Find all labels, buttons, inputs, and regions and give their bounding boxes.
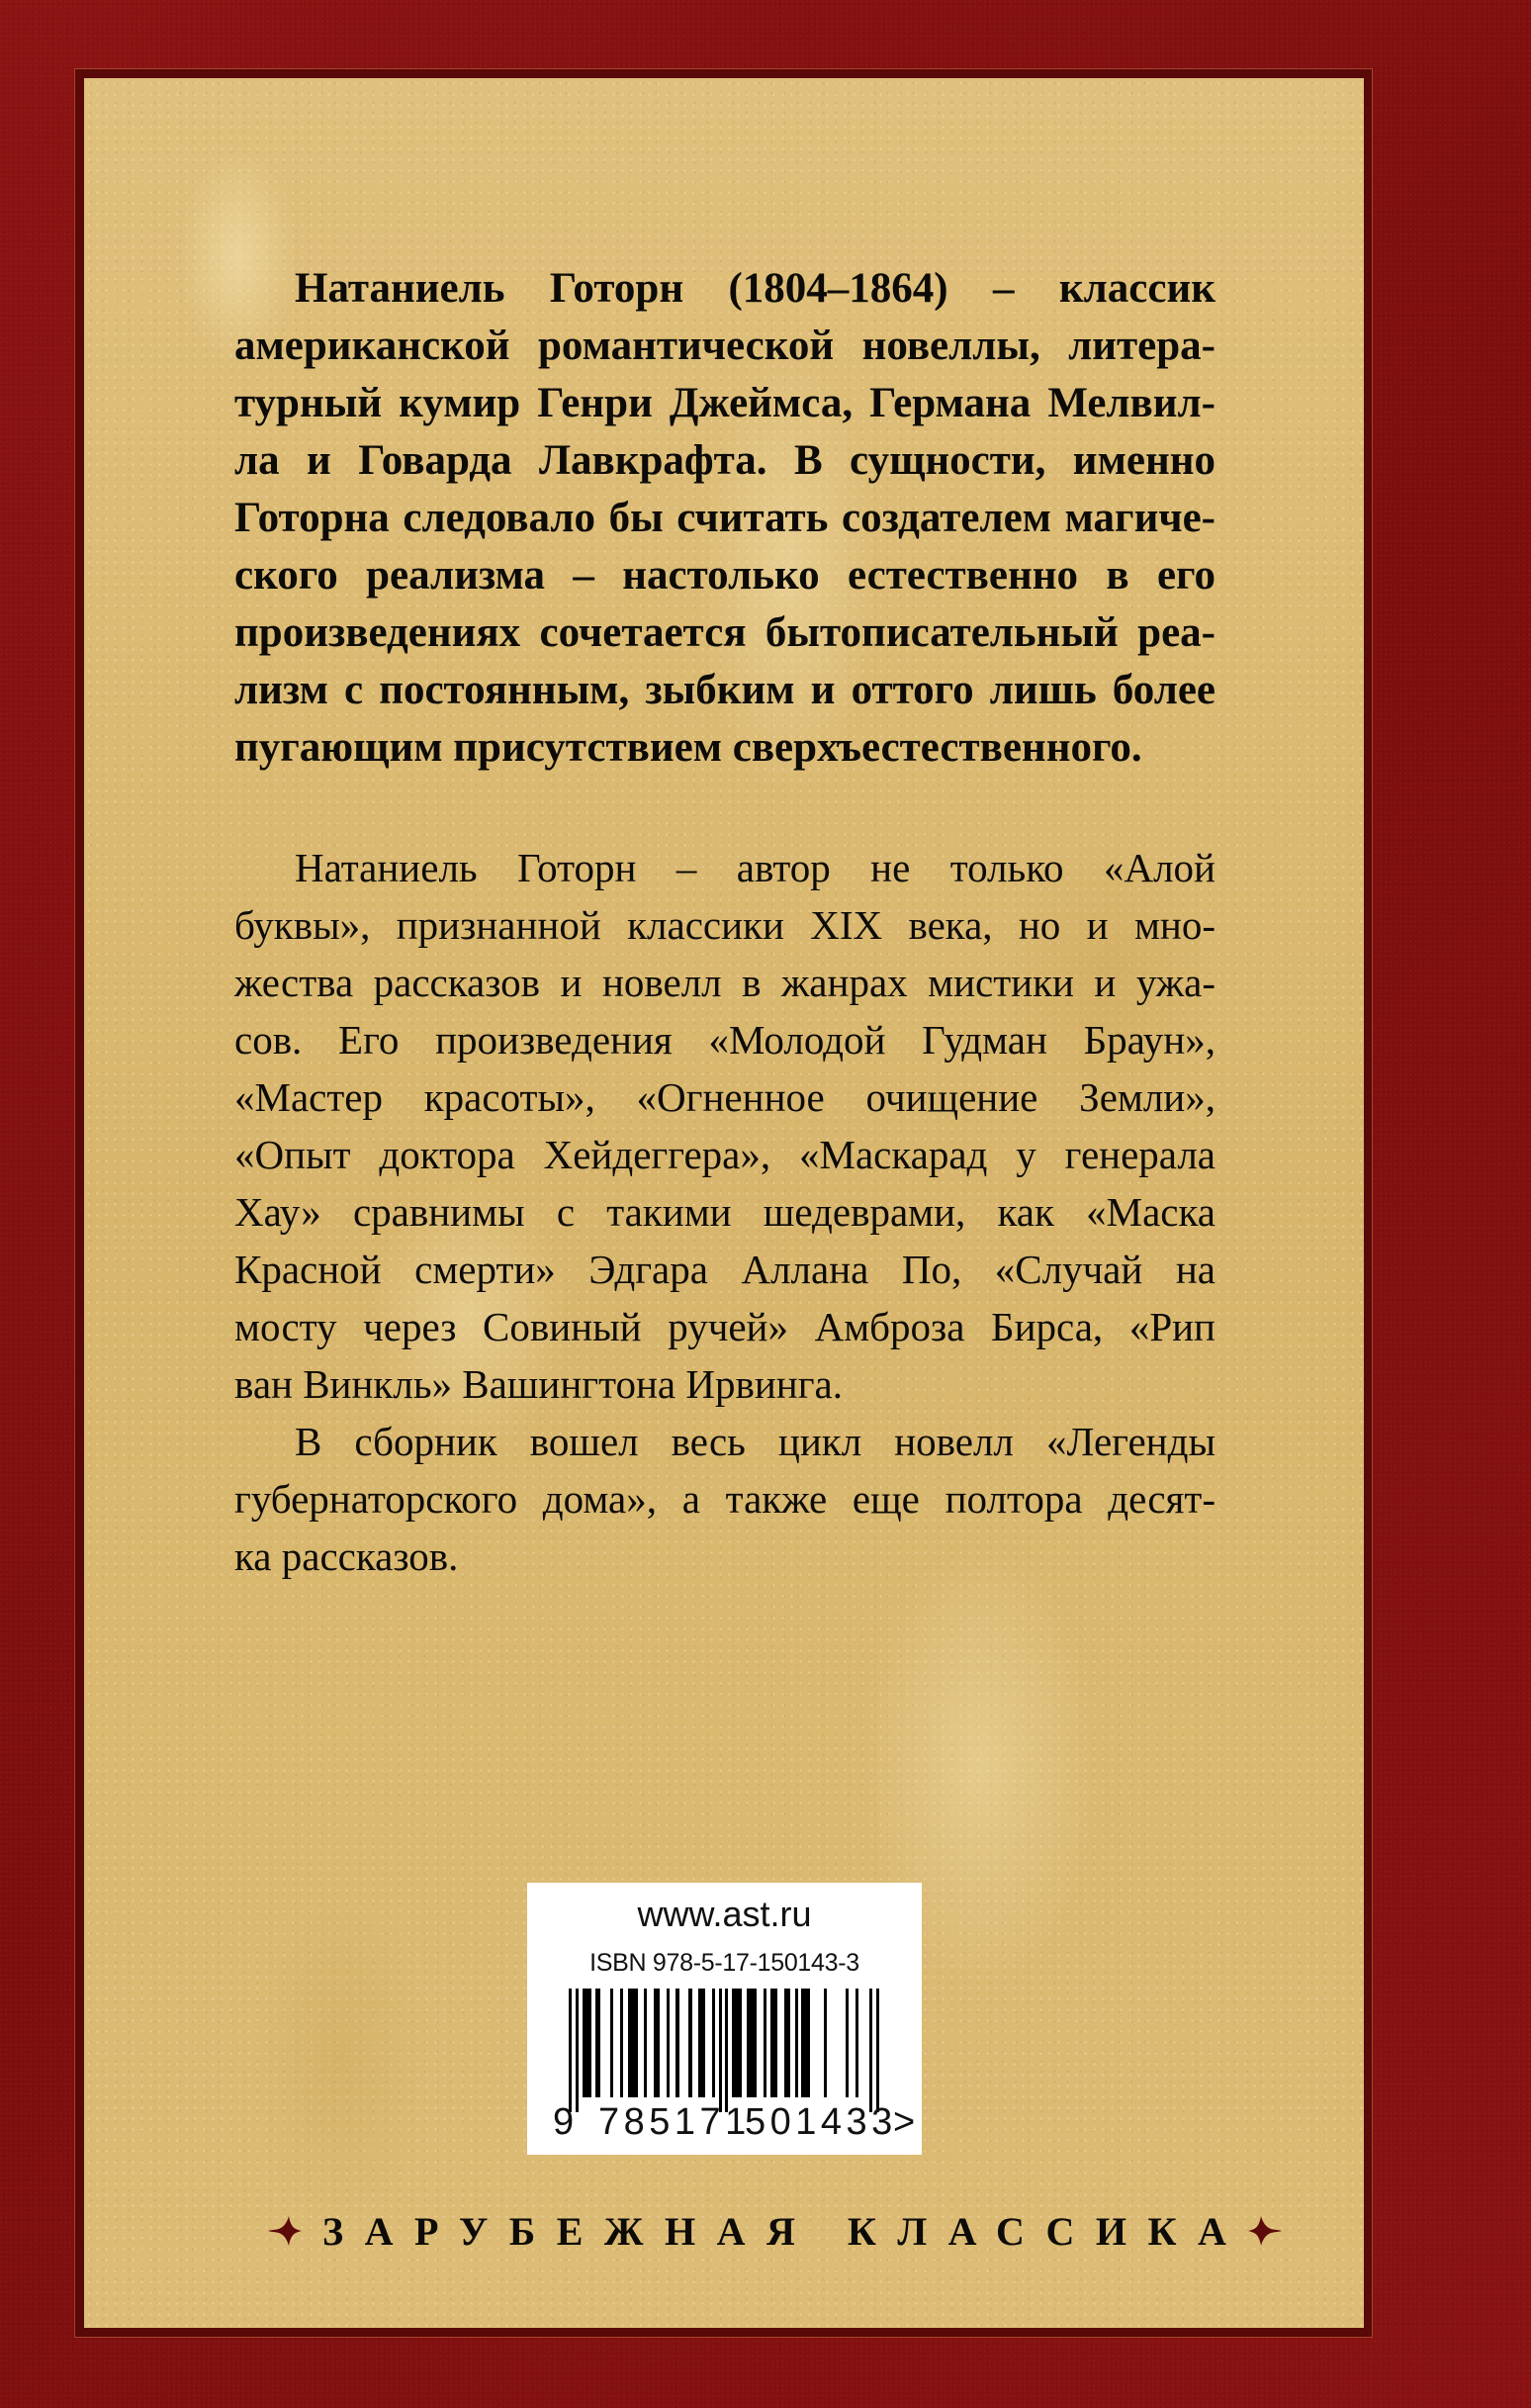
text-line: жества рассказов и новелл в жанрах мистики и ужа-: [234, 960, 1216, 1005]
text-line: ка рассказов.: [234, 1533, 459, 1579]
text-line: турный кумир Генри Джеймса, Германа Мелвил-: [234, 380, 1216, 426]
text-line: ван Винкль» Вашингтона Ирвинга.: [234, 1361, 843, 1407]
ean-left-group: 785171: [598, 2101, 751, 2143]
barcode-digits: [527, 2100, 922, 2144]
text-line: Красной смерти» Эдгара Аллана По, «Случай на: [234, 1247, 1216, 1292]
text-line: пугающим присутствием сверхъестественного.: [234, 724, 1142, 771]
text-line: лизм с постоянным, зыбким и оттого лишь более: [234, 667, 1216, 713]
text-line: В сборник вошел весь цикл новелл «Легенды: [295, 1419, 1216, 1464]
fleuron-right-icon: [1247, 2214, 1283, 2248]
text-line: Натаниель Готорн (1804–1864) – классик: [295, 265, 1216, 312]
text-line: Натаниель Готорн – автор не только «Алой: [295, 845, 1216, 890]
barcode-bars-icon: [569, 1989, 895, 2117]
text-line: ского реализма – настолько естественно в его: [234, 552, 1216, 599]
annotation-paragraphs-regular: [234, 839, 1216, 1585]
series-line: [267, 2204, 1248, 2258]
quiet-zone-marker: >: [893, 2101, 916, 2143]
ean-right-group: 501433: [745, 2101, 897, 2143]
annotation-paragraph-bold: [234, 260, 1216, 777]
series-title: ЗАРУБЕЖНАЯ КЛАССИКА: [322, 2208, 1248, 2254]
text-line: «Опыт доктора Хейдеггера», «Маскарад у генерала: [234, 1132, 1216, 1177]
fleuron-left-icon: [267, 2214, 303, 2248]
text-line: американской романтической новеллы, литера-: [234, 323, 1216, 369]
ean-first-digit: 9: [553, 2101, 575, 2143]
text-line: Готорна следовало бы считать создателем магиче-: [234, 495, 1216, 541]
text-line: «Мастер красоты», «Огненное очищение Земли»,: [234, 1074, 1216, 1120]
isbn-number: ISBN 978-5-17-150143-3: [589, 1949, 859, 1977]
text-line: мосту через Совиный ручей» Амброза Бирса, «Рип: [234, 1304, 1216, 1349]
barcode-label: [527, 1883, 922, 2155]
text-line: ла и Говарда Лавкрафта. В сущности, именно: [234, 437, 1216, 484]
publisher-website: www.ast.ru: [637, 1894, 812, 1934]
text-line: Хау» сравнимы с такими шедеврами, как «Маска: [234, 1189, 1216, 1235]
text-line: буквы», признанной классики XIX века, но и мно-: [234, 902, 1216, 948]
text-line: губернаторского дома», а также еще полтора десят-: [234, 1476, 1216, 1522]
text-line: сов. Его произведения «Молодой Гудман Браун»,: [234, 1017, 1216, 1063]
text-line: произведениях сочетается бытописательный реа-: [234, 609, 1216, 656]
